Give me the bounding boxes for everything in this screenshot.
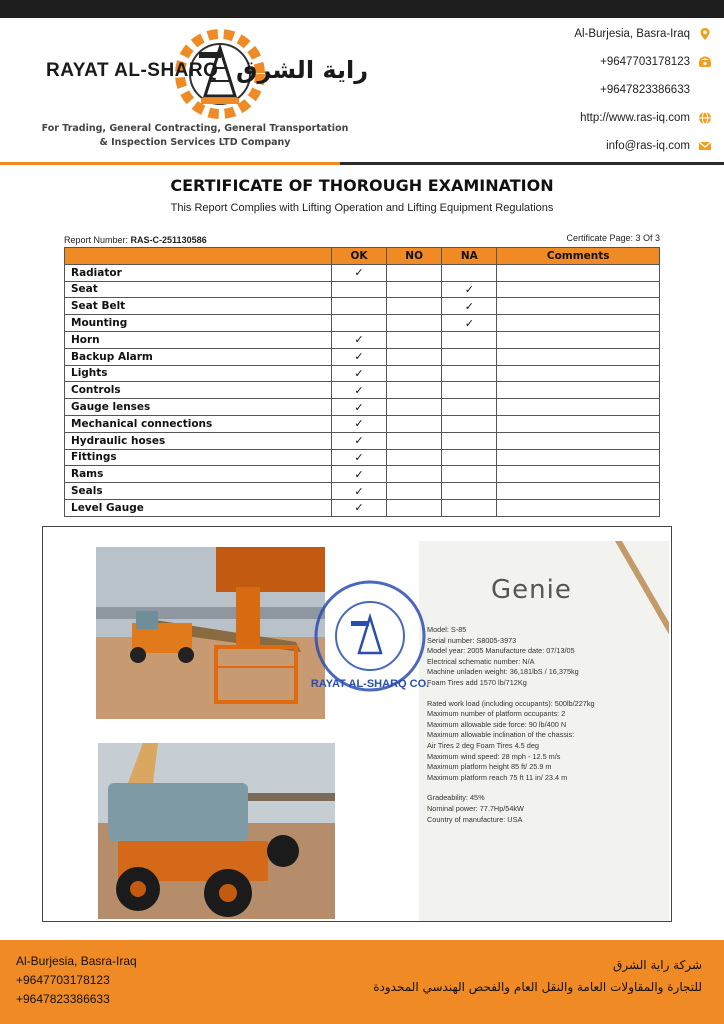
cell-comments bbox=[497, 499, 660, 516]
header-divider-dark bbox=[340, 162, 724, 165]
cell-comments bbox=[497, 264, 660, 281]
row-item-label: Controls bbox=[65, 382, 332, 399]
cell-comments bbox=[497, 483, 660, 500]
row-item-label: Horn bbox=[65, 331, 332, 348]
table-row bbox=[65, 499, 660, 516]
boom-lift-photo-1 bbox=[96, 547, 325, 719]
plate-line: Rated work load (including occupants): 500lb/227kg bbox=[427, 698, 595, 708]
cell-no bbox=[387, 348, 442, 365]
website-link[interactable]: http://www.ras-iq.com bbox=[580, 112, 690, 124]
cell-ok bbox=[331, 281, 386, 298]
header-divider-orange bbox=[0, 162, 340, 165]
cell-na bbox=[442, 432, 497, 449]
plate-line: Gradeability: 45% bbox=[427, 793, 485, 803]
check-mark-icon: ✓ bbox=[331, 449, 386, 466]
contact-website[interactable] bbox=[492, 104, 712, 132]
certificate-subtitle: This Report Complies with Lifting Operation and Lifting Equipment Regulations bbox=[170, 202, 554, 214]
contact-email[interactable] bbox=[492, 132, 712, 160]
table-row bbox=[65, 298, 660, 315]
cell-no bbox=[387, 432, 442, 449]
table-row bbox=[65, 365, 660, 382]
table-row bbox=[65, 382, 660, 399]
plate-line: Machine unladen weight: 36,181lbS / 16,375kg bbox=[427, 667, 579, 677]
cell-comments bbox=[497, 298, 660, 315]
phone-2-text[interactable]: +9647823386633 bbox=[600, 84, 690, 96]
cell-na bbox=[442, 499, 497, 516]
company-logo bbox=[40, 26, 370, 122]
column-header-ok: OK bbox=[331, 248, 386, 265]
cell-na bbox=[442, 449, 497, 466]
cell-na bbox=[442, 399, 497, 416]
footer-arabic-line-1: شركة راية الشرق bbox=[613, 958, 702, 972]
cell-comments bbox=[497, 315, 660, 332]
cell-no bbox=[387, 483, 442, 500]
check-mark-icon: ✓ bbox=[331, 466, 386, 483]
table-row bbox=[65, 432, 660, 449]
check-mark-icon: ✓ bbox=[331, 483, 386, 500]
table-row bbox=[65, 483, 660, 500]
plate-line: Nominal power: 77.7Hp/54kW bbox=[427, 803, 524, 813]
company-desc-line-1: For Trading, General Contracting, General Transportation bbox=[41, 123, 349, 134]
table-row bbox=[65, 315, 660, 332]
cell-na bbox=[442, 365, 497, 382]
footer-arabic-line-2: للتجارة والمقاولات العامة والنقل العام والفحص الهندسي المحدودة bbox=[373, 980, 702, 994]
plate-line: Foam Tires add 1570 lb/712Kg bbox=[427, 677, 527, 687]
plate-text-block bbox=[427, 625, 663, 825]
row-item-label: Lights bbox=[65, 365, 332, 382]
row-item-label: Level Gauge bbox=[65, 499, 332, 516]
cell-no bbox=[387, 466, 442, 483]
cell-na bbox=[442, 264, 497, 281]
column-header-item bbox=[65, 248, 332, 265]
check-mark-icon: ✓ bbox=[442, 281, 497, 298]
cell-comments bbox=[497, 348, 660, 365]
row-item-label: Fittings bbox=[65, 449, 332, 466]
footer-phone-1[interactable]: +9647703178123 bbox=[16, 973, 110, 987]
cell-no bbox=[387, 264, 442, 281]
plate-line: Serial number: S8005-3973 bbox=[427, 635, 517, 645]
photo-panel bbox=[42, 526, 672, 922]
cell-no bbox=[387, 499, 442, 516]
plate-line: Maximum allowable inclination of the chassis: bbox=[427, 730, 575, 740]
cell-na bbox=[442, 466, 497, 483]
cell-no bbox=[387, 382, 442, 399]
plate-line: Maximum number of platform occupants: 2 bbox=[427, 709, 566, 719]
row-item-label: Hydraulic hoses bbox=[65, 432, 332, 449]
contact-address bbox=[492, 20, 712, 48]
cell-no bbox=[387, 399, 442, 416]
check-mark-icon: ✓ bbox=[331, 348, 386, 365]
cell-comments bbox=[497, 365, 660, 382]
column-header-na: NA bbox=[442, 248, 497, 265]
plate-line: Electrical schematic number: N/A bbox=[427, 656, 535, 666]
row-item-label: Rams bbox=[65, 466, 332, 483]
cell-no bbox=[387, 415, 442, 432]
plate-line: Country of manufacture: USA bbox=[427, 814, 523, 824]
plate-line: Maximum allowable side force: 90 lb/400 N bbox=[427, 719, 567, 729]
inspection-table bbox=[64, 247, 660, 517]
report-number-value: RAS-C-251130586 bbox=[130, 235, 207, 245]
column-header-no: NO bbox=[387, 248, 442, 265]
row-item-label: Seat Belt bbox=[65, 298, 332, 315]
row-item-label: Gauge lenses bbox=[65, 399, 332, 416]
cell-comments bbox=[497, 399, 660, 416]
cell-na bbox=[442, 483, 497, 500]
cell-na bbox=[442, 415, 497, 432]
serial-plate-photo bbox=[419, 541, 669, 921]
boom-lift-photo-2 bbox=[98, 743, 335, 919]
footer-phone-2[interactable]: +9647823386633 bbox=[16, 992, 110, 1006]
cell-no bbox=[387, 365, 442, 382]
stamp-text: RAYAT AL-SHARQ CO. bbox=[311, 678, 429, 690]
table-row bbox=[65, 348, 660, 365]
plate-brand: Genie bbox=[491, 575, 572, 605]
cell-no bbox=[387, 281, 442, 298]
check-mark-icon: ✓ bbox=[331, 432, 386, 449]
logo-text-english: RAYAT AL-SHARQ bbox=[46, 60, 219, 81]
row-item-label: Mounting bbox=[65, 315, 332, 332]
table-row bbox=[65, 449, 660, 466]
cell-ok bbox=[331, 315, 386, 332]
check-mark-icon: ✓ bbox=[331, 415, 386, 432]
email-link[interactable]: info@ras-iq.com bbox=[606, 140, 690, 152]
plate-line: Maximum platform height 85 ft/ 25.9 m bbox=[427, 762, 552, 772]
cell-no bbox=[387, 298, 442, 315]
plate-line: Air Tires 2 deg Foam Tires 4.5 deg bbox=[427, 740, 539, 750]
cell-na bbox=[442, 348, 497, 365]
cell-comments bbox=[497, 449, 660, 466]
footer-arabic-name bbox=[373, 954, 702, 998]
certificate-title: CERTIFICATE OF THOROUGH EXAMINATION bbox=[170, 176, 554, 195]
check-mark-icon: ✓ bbox=[442, 298, 497, 315]
contact-phone-1[interactable] bbox=[492, 48, 712, 76]
table-header-row bbox=[65, 248, 660, 265]
logo-text-arabic: راية الشرق bbox=[236, 56, 369, 84]
cell-comments bbox=[497, 466, 660, 483]
company-stamp bbox=[311, 577, 429, 695]
company-desc-line-2: & Inspection Services LTD Company bbox=[99, 137, 291, 148]
cell-comments bbox=[497, 432, 660, 449]
cell-comments bbox=[497, 281, 660, 298]
cell-no bbox=[387, 331, 442, 348]
contact-phone-2[interactable] bbox=[492, 76, 712, 104]
row-item-label: Mechanical connections bbox=[65, 415, 332, 432]
cell-ok bbox=[331, 298, 386, 315]
check-mark-icon: ✓ bbox=[331, 399, 386, 416]
cell-comments bbox=[497, 382, 660, 399]
report-info bbox=[64, 233, 660, 247]
check-mark-icon: ✓ bbox=[442, 315, 497, 332]
table-body bbox=[65, 264, 660, 516]
column-header-comments: Comments bbox=[497, 248, 660, 265]
row-item-label: Seat bbox=[65, 281, 332, 298]
cell-na bbox=[442, 331, 497, 348]
envelope-icon bbox=[698, 139, 712, 153]
plate-line: Model year: 2005 Manufacture date: 07/13/05 bbox=[427, 646, 575, 656]
table-row bbox=[65, 264, 660, 281]
table-row bbox=[65, 331, 660, 348]
report-number bbox=[64, 235, 207, 245]
report-number-label: Report Number: bbox=[64, 235, 129, 245]
globe-icon bbox=[698, 111, 712, 125]
phone-1-text[interactable]: +9647703178123 bbox=[600, 56, 690, 68]
table-row bbox=[65, 399, 660, 416]
check-mark-icon: ✓ bbox=[331, 382, 386, 399]
top-bar bbox=[0, 0, 724, 18]
cell-no bbox=[387, 315, 442, 332]
location-pin-icon bbox=[698, 27, 712, 41]
cell-comments bbox=[497, 415, 660, 432]
contact-block bbox=[492, 20, 712, 160]
address-text: Al-Burjesia, Basra-Iraq bbox=[574, 28, 690, 40]
footer-contact bbox=[16, 952, 137, 1009]
table-row bbox=[65, 281, 660, 298]
footer-address: Al-Burjesia, Basra-Iraq bbox=[16, 954, 137, 968]
footer bbox=[0, 940, 724, 1024]
row-item-label: Radiator bbox=[65, 264, 332, 281]
check-mark-icon: ✓ bbox=[331, 264, 386, 281]
check-mark-icon: ✓ bbox=[331, 331, 386, 348]
row-item-label: Backup Alarm bbox=[65, 348, 332, 365]
plate-line: Maximum wind speed: 28 mph - 12.5 m/s bbox=[427, 751, 561, 761]
cell-na bbox=[442, 382, 497, 399]
certificate-page: Certificate Page: 3 Of 3 bbox=[566, 233, 660, 243]
company-description bbox=[40, 122, 350, 150]
table-row bbox=[65, 415, 660, 432]
plate-line: Maximum platform reach 75 ft 11 in/ 23.4 m bbox=[427, 772, 568, 782]
letterhead bbox=[0, 18, 724, 164]
telephone-icon bbox=[698, 55, 712, 69]
cell-no bbox=[387, 449, 442, 466]
check-mark-icon: ✓ bbox=[331, 499, 386, 516]
cell-comments bbox=[497, 331, 660, 348]
check-mark-icon: ✓ bbox=[331, 365, 386, 382]
table-row bbox=[65, 466, 660, 483]
row-item-label: Seals bbox=[65, 483, 332, 500]
plate-line: Model: S-85 bbox=[427, 625, 467, 634]
